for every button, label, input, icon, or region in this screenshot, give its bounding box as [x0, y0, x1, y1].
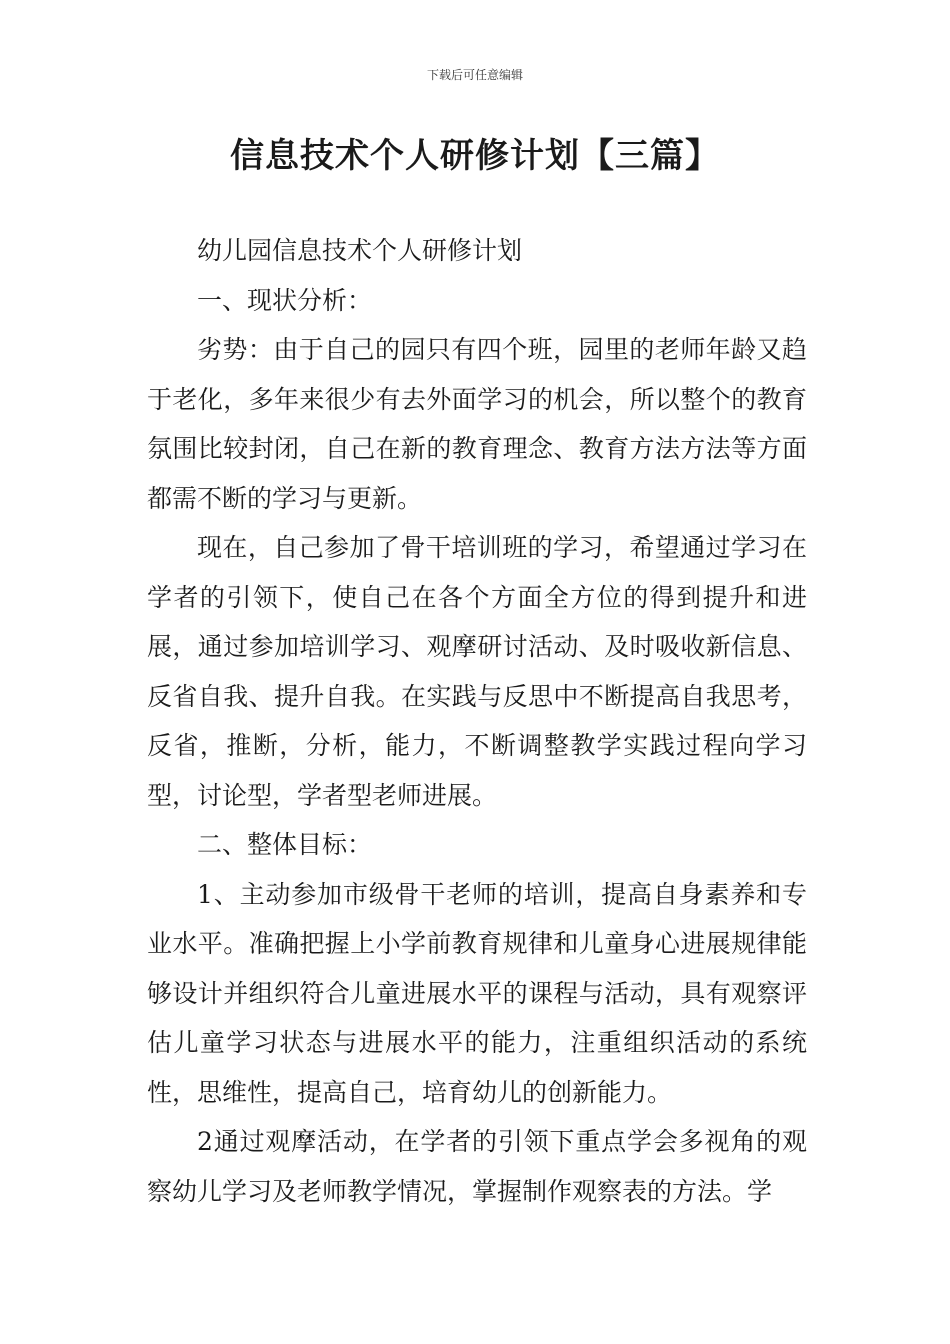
header-note: 下载后可任意编辑: [426, 68, 523, 82]
section-heading-status: 一、现状分析：: [197, 285, 373, 315]
paragraph-goal-2: 2通过观摩活动，在学者的引领下重点学会多视角的观察幼儿学习及老师教学情况，掌握制作观察表的方法。学: [147, 1127, 807, 1206]
document-title: 信息技术个人研修计划【三篇】: [230, 136, 720, 176]
paragraph-goal-1: 1、主动参加市级骨干老师的培训，提高自身素养和专业水平。准确把握上小学前教育规律和儿童身心进展规律能够设计并组织符合儿童进展水平的课程与活动，具有观察评估儿童学习状态与进展水平的能力，注重组织活动的系统性，思维性，提高自己，培育幼儿的创新能力。: [147, 879, 807, 1107]
paragraph-weakness: 劣势：由于自己的园只有四个班，园里的老师年龄又趋于老化，多年来很少有去外面学习的机会，所以整个的教育氛围比较封闭，自己在新的教育理念、教育方法方法等方面都需不断的学习与更新。: [147, 335, 807, 513]
document-body: [147, 226, 807, 1216]
paragraph-current: 现在，自己参加了骨干培训班的学习，希望通过学习在学者的引领下，使自己在各个方面全方位的得到提升和进展，通过参加培训学习、观摩研讨活动、及时吸收新信息、反省自我、提升自我。在实践与反思中不断提高自我思考，反省，推断，分析，能力，不断调整教学实践过程向学习型，讨论型，学者型老师进展。: [147, 533, 807, 810]
subtitle-paragraph: 幼儿园信息技术个人研修计划: [197, 236, 523, 265]
section-heading-goals: 二、整体目标：: [197, 830, 373, 859]
